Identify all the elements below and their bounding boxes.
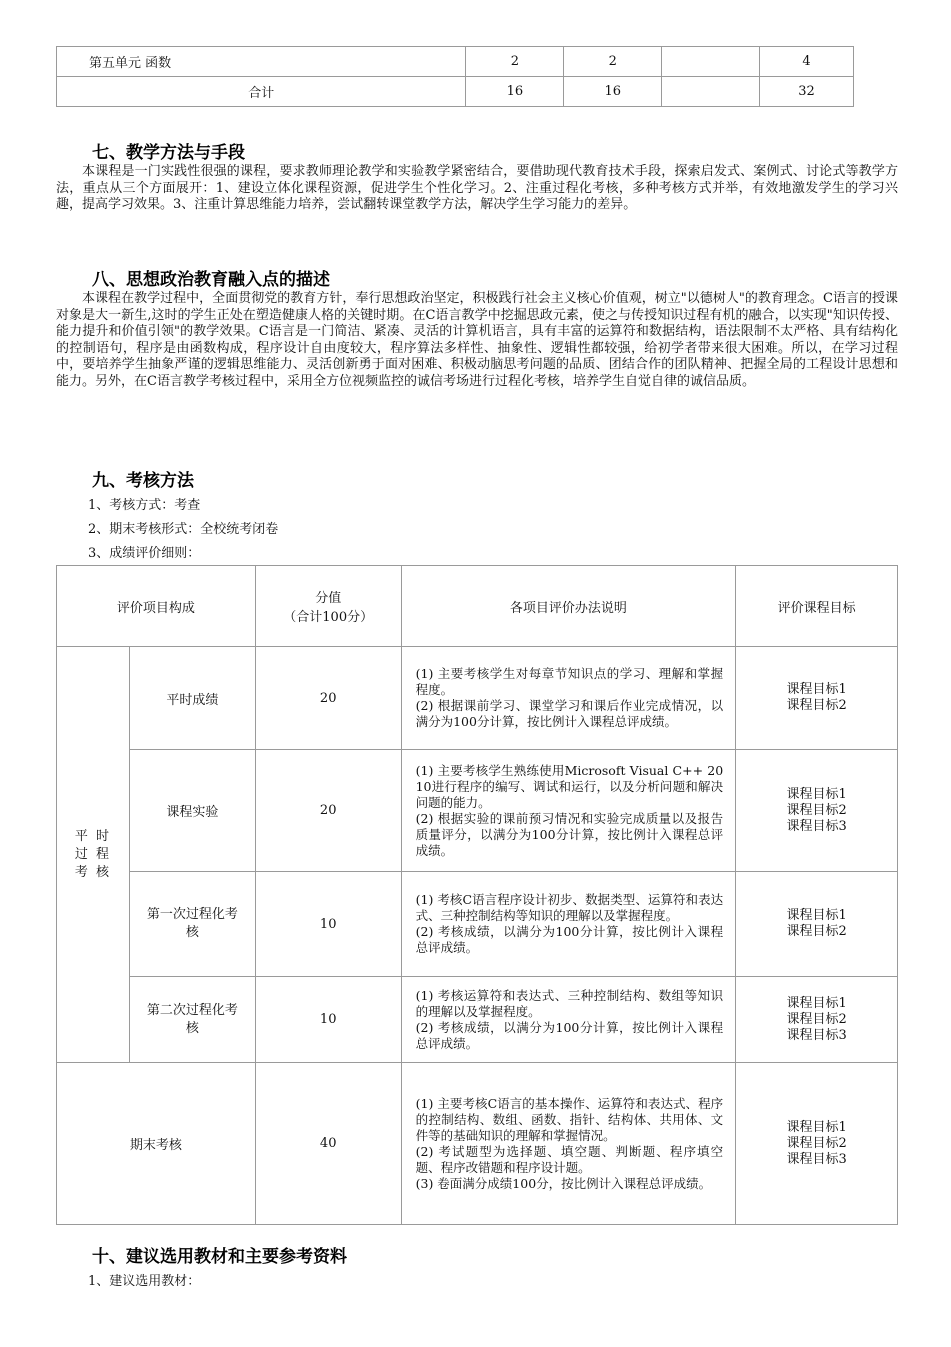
- table-row: [57, 77, 854, 107]
- goal-item: 课程目标2: [786, 1011, 847, 1027]
- desc-cell: [401, 647, 736, 750]
- goal-item: 课程目标1: [786, 786, 847, 802]
- header-score: [255, 566, 401, 647]
- table-row: [57, 1063, 898, 1225]
- desc-line: (2) 根据实验的课前预习情况和实验完成质量以及报告质量评分，以满分为100分计算，按比例计入课程总评成绩。: [415, 810, 724, 858]
- item-cell: 第二次过程化考核: [129, 977, 255, 1063]
- section-8-body: 本课程在教学过程中，全面贯彻党的教育方针，奉行思想政治坚定，积极践行社会主义核心价值观，树立"以德树人"的教育理念。C语言的授课对象是大一新生,这时的学生正处在塑造健康人格的关键时期。在C语言教学中挖掘思政元素，使之与传授知识过程有机的融合，以实现"知识传授、能力提升和价值引领"的教学效果。C语言是一门简洁、紧凑、灵活的计算机语言，具有丰富的运算符和数据结构，语法限制不太严格、具有结构化的控制语句，程序是由函数构成，程序设计自由度较大，程序算法多样性、抽象性、逻辑性都较强，给初学者带来很大困难。所以，在学习过程中，要培养学生抽象严谨的逻辑思维能力、灵活创新勇于面对困难、积极动脑思考问题的品质、团结合作的团队精神、把握全局的工程设计思想和能力。另外，在C语言教学考核过程中，采用全方位视频监控的诚信考场进行过程化考核，培养学生自觉自律的诚信品质。: [56, 291, 898, 389]
- hours-cell: [662, 77, 760, 107]
- table-row: [57, 47, 854, 77]
- unit-cell: 第五单元 函数: [57, 47, 466, 77]
- table-row: [57, 872, 898, 977]
- desc-line: (1) 考核C语言程序设计初步、数据类型、运算符和表达式、三种控制结构等知识的理解以及掌握程度。: [415, 892, 724, 923]
- table-row: [57, 647, 898, 750]
- table-header-row: [57, 566, 898, 647]
- score-cell: 20: [255, 647, 401, 750]
- desc-line: (1) 主要考核学生熟练使用Microsoft Visual C++ 2010进行程序的编写、调试和运行，以及分析问题和解决问题的能力。: [415, 762, 724, 810]
- desc-cell: [401, 750, 736, 872]
- goal-item: 课程目标3: [786, 1151, 847, 1167]
- desc-cell: [401, 1063, 736, 1225]
- section-7-title: 七、教学方法与手段: [92, 143, 245, 163]
- desc-line: (2) 根据课前学习、课堂学习和课后作业完成情况，以满分为100分计算，按比例计入课程总评成绩。: [415, 698, 724, 729]
- hours-cell: 2: [466, 47, 564, 77]
- section-8-title: 八、思想政治教育融入点的描述: [92, 270, 330, 290]
- desc-line: (2) 考核成绩，以满分为100分计算，按比例计入课程总评成绩。: [415, 1019, 724, 1051]
- item-cell: 课程实验: [129, 750, 255, 872]
- desc-line: (3) 卷面满分成绩100分，按比例计入课程总评成绩。: [415, 1175, 712, 1191]
- goal-item: 课程目标1: [786, 682, 847, 697]
- goal-item: 课程目标2: [786, 924, 847, 939]
- table-row: [57, 977, 898, 1063]
- desc-line: (2) 考核成绩，以满分为100分计算，按比例计入课程总评成绩。: [415, 924, 724, 955]
- goal-item: 课程目标3: [786, 818, 847, 834]
- goal-item: 课程目标3: [786, 1027, 847, 1043]
- hours-cell: 16: [564, 77, 662, 107]
- goals-cell: [736, 1063, 898, 1225]
- goals-cell: [736, 977, 898, 1063]
- list-item: 1、考核方式：考查: [88, 498, 201, 513]
- list-item: 1、建议选用教材：: [88, 1274, 201, 1289]
- group-label-cell: [57, 647, 130, 1063]
- score-cell: 20: [255, 750, 401, 872]
- goal-item: 课程目标2: [786, 1135, 847, 1151]
- goal-item: 课程目标2: [786, 802, 847, 818]
- hours-cell: 16: [466, 77, 564, 107]
- section-9-title: 九、考核方法: [92, 471, 194, 491]
- header-composition: 评价项目构成: [57, 566, 256, 647]
- desc-cell: [401, 872, 736, 977]
- hours-cell: [662, 47, 760, 77]
- header-score-line2: （合计100分）: [283, 610, 374, 625]
- desc-line: (1) 主要考核学生对每章节知识点的学习、理解和掌握程度。: [415, 666, 724, 697]
- goal-item: 课程目标2: [786, 698, 847, 713]
- list-item: 2、期末考核形式：全校统考闭卷: [88, 522, 279, 537]
- header-score-line1: 分值: [315, 591, 342, 606]
- item-cell: 平时成绩: [129, 647, 255, 750]
- desc-line: (1) 考核运算符和表达式、三种控制结构、数组等知识的理解以及掌握程度。: [415, 987, 724, 1019]
- header-method: 各项目评价办法说明: [401, 566, 736, 647]
- item-cell: 第一次过程化考核: [129, 872, 255, 977]
- goal-item: 课程目标1: [786, 908, 847, 923]
- goal-item: 课程目标1: [786, 995, 847, 1011]
- goals-cell: [736, 647, 898, 750]
- schedule-table: [56, 46, 854, 107]
- hours-cell: 32: [760, 77, 854, 107]
- list-item: 3、成绩评价细则：: [88, 546, 201, 561]
- desc-line: (1) 主要考核C语言的基本操作、运算符和表达式、程序的控制结构、数组、函数、指针、结构体、共用体、文件等的基础知识的理解和掌握情况。: [415, 1095, 724, 1143]
- desc-line: (2) 考试题型为选择题、填空题、判断题、程序填空题、程序改错题和程序设计题。: [415, 1143, 724, 1175]
- hours-cell: 4: [760, 47, 854, 77]
- group-label: 平 时 过 程 考 核: [74, 828, 112, 880]
- score-cell: 40: [255, 1063, 401, 1225]
- goals-cell: [736, 872, 898, 977]
- section-7-body: 本课程是一门实践性很强的课程，要求教师理论教学和实验教学紧密结合，要借助现代教育技术手段，探索启发式、案例式、讨论式等教学方法，重点从三个方面展开：1、建设立体化课程资源，促进学生个性化学习。2、注重过程化考核，多种考核方式并举，有效地激发学生的学习兴趣，提高学习效果。3、注重计算思维能力培养，尝试翻转课堂教学方法，解决学生学习能力的差异。: [56, 164, 898, 212]
- total-label-cell: 合计: [57, 77, 466, 107]
- final-item-cell: 期末考核: [57, 1063, 256, 1225]
- assessment-table: [56, 565, 898, 1225]
- goals-cell: [736, 750, 898, 872]
- desc-cell: [401, 977, 736, 1063]
- hours-cell: 2: [564, 47, 662, 77]
- table-row: [57, 750, 898, 872]
- score-cell: 10: [255, 977, 401, 1063]
- goal-item: 课程目标1: [786, 1119, 847, 1135]
- header-goal: 评价课程目标: [736, 566, 898, 647]
- score-cell: 10: [255, 872, 401, 977]
- section-10-title: 十、建议选用教材和主要参考资料: [92, 1247, 347, 1267]
